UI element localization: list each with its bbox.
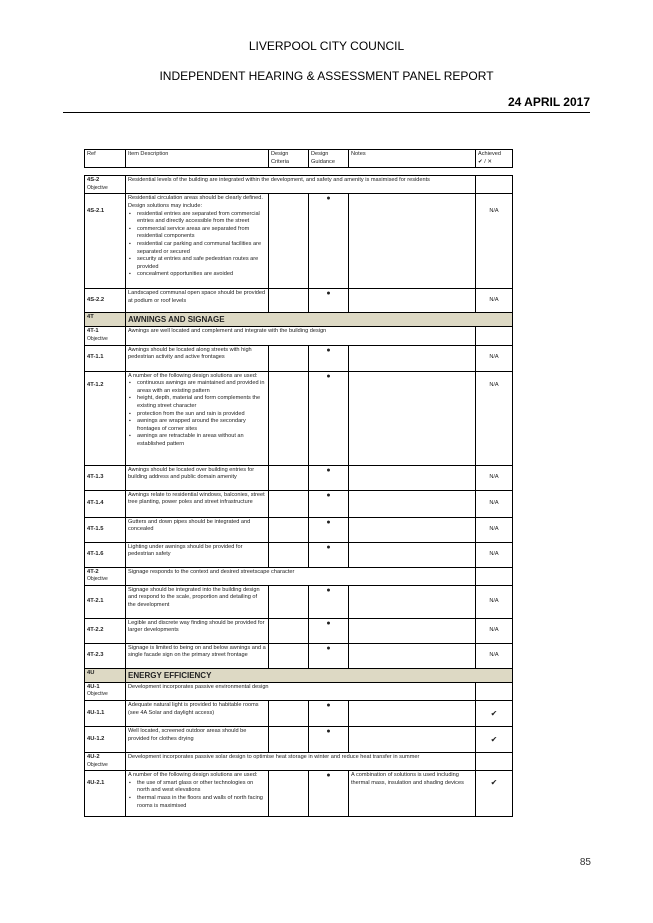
row-ref: 4T-1.1 xyxy=(85,345,126,371)
guidance-marker: ● xyxy=(309,585,349,618)
row-ref: 4S-2.2 xyxy=(85,289,126,313)
report-title: INDEPENDENT HEARING & ASSESSMENT PANEL REPORT xyxy=(159,69,494,83)
section-row xyxy=(85,668,513,682)
achieved-value: N/A xyxy=(476,289,513,313)
list-item: ▪ thermal mass in the floors and walls of north facing rooms is maximised xyxy=(137,795,266,810)
guidance-marker: ● xyxy=(309,700,349,726)
table-row xyxy=(85,371,513,465)
table-row xyxy=(85,585,513,618)
col-notes: Notes xyxy=(349,150,476,168)
row-ref: 4U-1.1 xyxy=(85,700,126,726)
table-row xyxy=(85,289,513,313)
objective-label: Objective xyxy=(87,691,108,698)
row-description: Residential levels of the building are integrated within the development, and safety and amenity is maximised for residents xyxy=(126,176,476,194)
achieved-value: N/A xyxy=(476,194,513,289)
guidance-marker: ● xyxy=(309,194,349,289)
col-item: Item Description xyxy=(126,150,269,168)
section-title: AWNINGS AND SIGNAGE xyxy=(126,313,513,327)
col-criteria: Design Criteria xyxy=(269,150,309,168)
achieved-symbols: ✔ / ✕ xyxy=(478,158,493,165)
achieved-value: N/A xyxy=(476,643,513,668)
row-ref: 4T-2.2 xyxy=(85,618,126,643)
row-ref: 4T-1 xyxy=(87,328,99,335)
achieved-value: N/A xyxy=(476,585,513,618)
table-row xyxy=(85,682,513,700)
guidance-marker: ● xyxy=(309,517,349,542)
achieved-value: N/A xyxy=(476,542,513,567)
solution-list xyxy=(128,780,266,810)
row-description: Development incorporates passive solar design to optimise heat storage in winter and reduce heat transfer in summer xyxy=(126,752,476,770)
table-header-row xyxy=(85,150,513,168)
list-item: ▪ awnings are wrapped around the secondary frontages of corner sites xyxy=(137,418,266,433)
achieved-value: N/A xyxy=(476,490,513,517)
table-row xyxy=(85,194,513,289)
achieved-label: Achieved xyxy=(478,151,502,157)
row-description: Well located, screened outdoor areas should be provided for clothes drying xyxy=(126,726,269,752)
table-row xyxy=(85,643,513,668)
objective-label: Objective xyxy=(87,576,108,583)
row-description: Signage should be integrated into the building design and respond to the scale, proportion and detailing of the development xyxy=(126,585,269,618)
row-ref: 4T-1.3 xyxy=(85,465,126,490)
col-guidance: Design Guidance xyxy=(309,150,349,168)
row-ref: 4U-1.2 xyxy=(85,726,126,752)
table-row xyxy=(85,542,513,567)
row-description: Signage is limited to being on and below awnings and a single facade sign on the primary street frontage xyxy=(126,643,269,668)
list-item: ▪ awnings are retractable in areas without an established pattern xyxy=(137,433,266,448)
list-item: ▪ concealment opportunities are avoided xyxy=(137,271,266,279)
row-description: Lighting under awnings should be provided for pedestrian safety xyxy=(126,542,269,567)
objective-label: Objective xyxy=(87,761,108,768)
row-ref: 4T-1.5 xyxy=(85,517,126,542)
row-notes: A combination of solutions is used including thermal mass, insulation and shading devices xyxy=(349,771,476,817)
list-item: ▪ residential car parking and communal facilities are separated or secured xyxy=(137,241,266,256)
council-name: LIVERPOOL CITY COUNCIL xyxy=(248,39,405,53)
section-row xyxy=(85,313,513,327)
table-row xyxy=(85,345,513,371)
row-description: Awnings relate to residential windows, balconies, street tree planting, power poles and street infrastructure xyxy=(126,490,269,517)
row-description: Legible and discrete way finding should be provided for larger developments xyxy=(126,618,269,643)
achieved-value: N/A xyxy=(476,345,513,371)
table-row xyxy=(85,726,513,752)
row-ref: 4T-2.1 xyxy=(85,585,126,618)
row-description: Development incorporates passive environmental design xyxy=(126,682,476,700)
row-description: A number of the following design solutions are used: xyxy=(128,772,258,779)
table-row xyxy=(85,327,513,345)
achieved-value: N/A xyxy=(476,371,513,465)
table-row xyxy=(85,752,513,770)
guidance-marker: ● xyxy=(309,771,349,817)
row-ref: 4T-1.6 xyxy=(85,542,126,567)
guidance-marker: ● xyxy=(309,618,349,643)
row-description: Signage responds to the context and desired streetscape character xyxy=(126,567,476,585)
guidance-marker: ● xyxy=(309,643,349,668)
list-item: ▪ security at entries and safe pedestrian routes are provided xyxy=(137,256,266,271)
row-description: Gutters and down pipes should be integrated and concealed xyxy=(126,517,269,542)
guidance-marker: ● xyxy=(309,465,349,490)
list-item: ▪ residential entries are separated from commercial entries and directly accessible from the street xyxy=(137,211,266,226)
objective-label: Objective xyxy=(87,184,108,191)
row-description: Residential circulation areas should be clearly defined. Design solutions may include: xyxy=(128,195,263,209)
row-ref: 4S-2.1 xyxy=(85,194,126,289)
section-title: ENERGY EFFICIENCY xyxy=(126,668,513,682)
achieved-value: N/A xyxy=(476,618,513,643)
table-row xyxy=(85,490,513,517)
table-row xyxy=(85,567,513,585)
table-row xyxy=(85,700,513,726)
achieved-value: N/A xyxy=(476,465,513,490)
assessment-table xyxy=(84,149,513,817)
achieved-value: ✔ xyxy=(476,771,513,817)
row-description: Landscaped communal open space should be provided at podium or roof levels xyxy=(126,289,269,313)
list-item: ▪ continuous awnings are maintained and provided in areas with an existing pattern xyxy=(137,380,266,395)
solution-list xyxy=(128,211,266,279)
row-ref: 4U-1 xyxy=(87,683,100,690)
list-item: ▪ protection from the sun and rain is provided xyxy=(137,411,266,419)
achieved-value: ✔ xyxy=(476,726,513,752)
guidance-marker: ● xyxy=(309,371,349,465)
objective-label: Objective xyxy=(87,335,108,342)
row-ref: 4T-2.3 xyxy=(85,643,126,668)
list-item: ▪ commercial service areas are separated from residential components xyxy=(137,226,266,241)
col-ref: Ref xyxy=(85,150,126,168)
row-ref: 4S-2 xyxy=(87,177,100,184)
table-row xyxy=(85,771,513,817)
list-item: ▪ height, depth, material and form complements the existing street character xyxy=(137,395,266,410)
achieved-value: N/A xyxy=(476,517,513,542)
table-row xyxy=(85,176,513,194)
row-ref: 4T-1.4 xyxy=(85,490,126,517)
col-achieved xyxy=(476,150,513,168)
row-ref: 4T-1.2 xyxy=(85,371,126,465)
table-row xyxy=(85,465,513,490)
achieved-value: ✔ xyxy=(476,700,513,726)
row-ref: 4T-2 xyxy=(87,568,99,575)
report-date: 24 APRIL 2017 xyxy=(507,95,590,109)
row-ref: 4U-2.1 xyxy=(85,771,126,817)
section-ref: 4T xyxy=(85,313,126,327)
guidance-marker: ● xyxy=(309,542,349,567)
list-item: ▪ the use of smart glass or other technologies on north and west elevations xyxy=(137,780,266,795)
page-number: 85 xyxy=(579,857,591,868)
row-description: Awnings are well located and complement and integrate with the building design xyxy=(126,327,476,345)
guidance-marker: ● xyxy=(309,490,349,517)
guidance-marker: ● xyxy=(309,726,349,752)
section-ref: 4U xyxy=(85,668,126,682)
row-description: Adequate natural light is provided to habitable rooms (see 4A Solar and daylight access) xyxy=(126,700,269,726)
table-row xyxy=(85,618,513,643)
row-description: A number of the following design solutions are used: xyxy=(128,372,258,379)
row-ref: 4U-2 xyxy=(87,753,100,760)
guidance-marker: ● xyxy=(309,289,349,313)
header-divider xyxy=(63,112,590,113)
solution-list xyxy=(128,380,266,448)
row-description: Awnings should be located along streets with high pedestrian activity and active frontages xyxy=(126,345,269,371)
row-description: Awnings should be located over building entries for building address and public domain amenity xyxy=(126,465,269,490)
table-row xyxy=(85,517,513,542)
guidance-marker: ● xyxy=(309,345,349,371)
